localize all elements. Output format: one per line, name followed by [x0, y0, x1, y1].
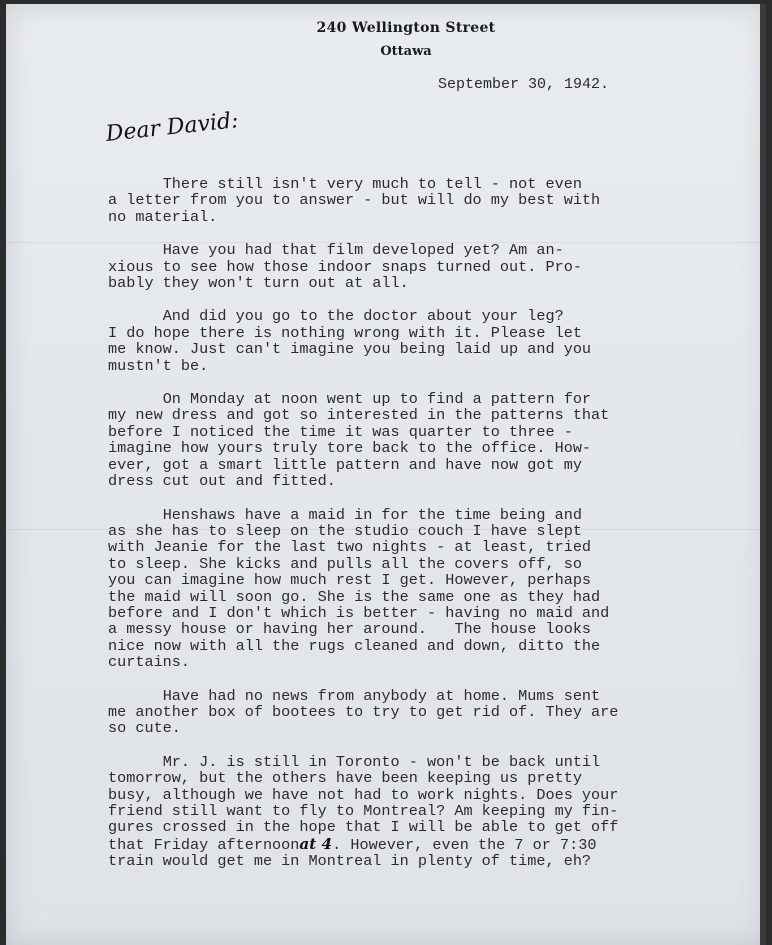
- handwritten-insertion: at 4: [299, 834, 333, 853]
- paragraph-text: Mr. J. is still in Toronto - won't be back until tomorrow, but the others have been keeping us pretty busy, although we have not had to work nights. Does your friend still want to fly to Montreal? Am keeping my fin- gures crossed in the hope that I will be able to get off that Friday afternoon: [108, 752, 619, 854]
- letterhead-city: Ottawa: [380, 44, 432, 59]
- paragraph: Have had no news from anybody at home. Mums sent me another box of bootees to try to get rid of. They are so cute.: [108, 686, 619, 738]
- letterhead-address: 240 Wellington Street: [316, 20, 496, 36]
- letter-date: September 30, 1942.: [438, 76, 610, 93]
- letter-page: [6, 4, 766, 945]
- letter-body: [108, 176, 698, 887]
- paragraph-text: . However, even the 7 or 7:30 train would get me in Montreal in plenty of time, eh?: [108, 835, 597, 871]
- scan-edge: [760, 4, 766, 945]
- paragraph: Henshaws have a maid in for the time being and as she has to sleep on the studio couch I have slept with Jeanie for the last two nights - at least, tried to sleep. She kicks and pulls all the covers off, so you can imagine how much rest I get. However, perhaps the maid will soon go. She is the same one as they had before and I don't which is better - having no maid and a messy house or having her around. The house looks nice now with all the rugs cleaned and down, ditto the curtains.: [108, 505, 610, 672]
- paragraph: And did you go to the doctor about your leg? I do hope there is nothing wrong with it. Please let me know. Just can't imagine you being laid up and you mustn't be.: [108, 307, 592, 375]
- paragraph: There still isn't very much to tell - not even a letter from you to answer - but will do my best with no material.: [108, 175, 601, 226]
- paragraph: On Monday at noon went up to find a pattern for my new dress and got so interested in the patterns that before I noticed the time it was quarter to three - imagine how yours truly tore back to the office. How- ever, got a smart little pattern and have now got my dress cut out and fitted.: [108, 390, 610, 491]
- handwritten-salutation: Dear David:: [104, 108, 240, 147]
- paragraph-last: [108, 754, 698, 870]
- paragraph: Have you had that film developed yet? Am an- xious to see how those indoor snaps turned out. Pro- bably they won't turn out at all.: [108, 241, 582, 293]
